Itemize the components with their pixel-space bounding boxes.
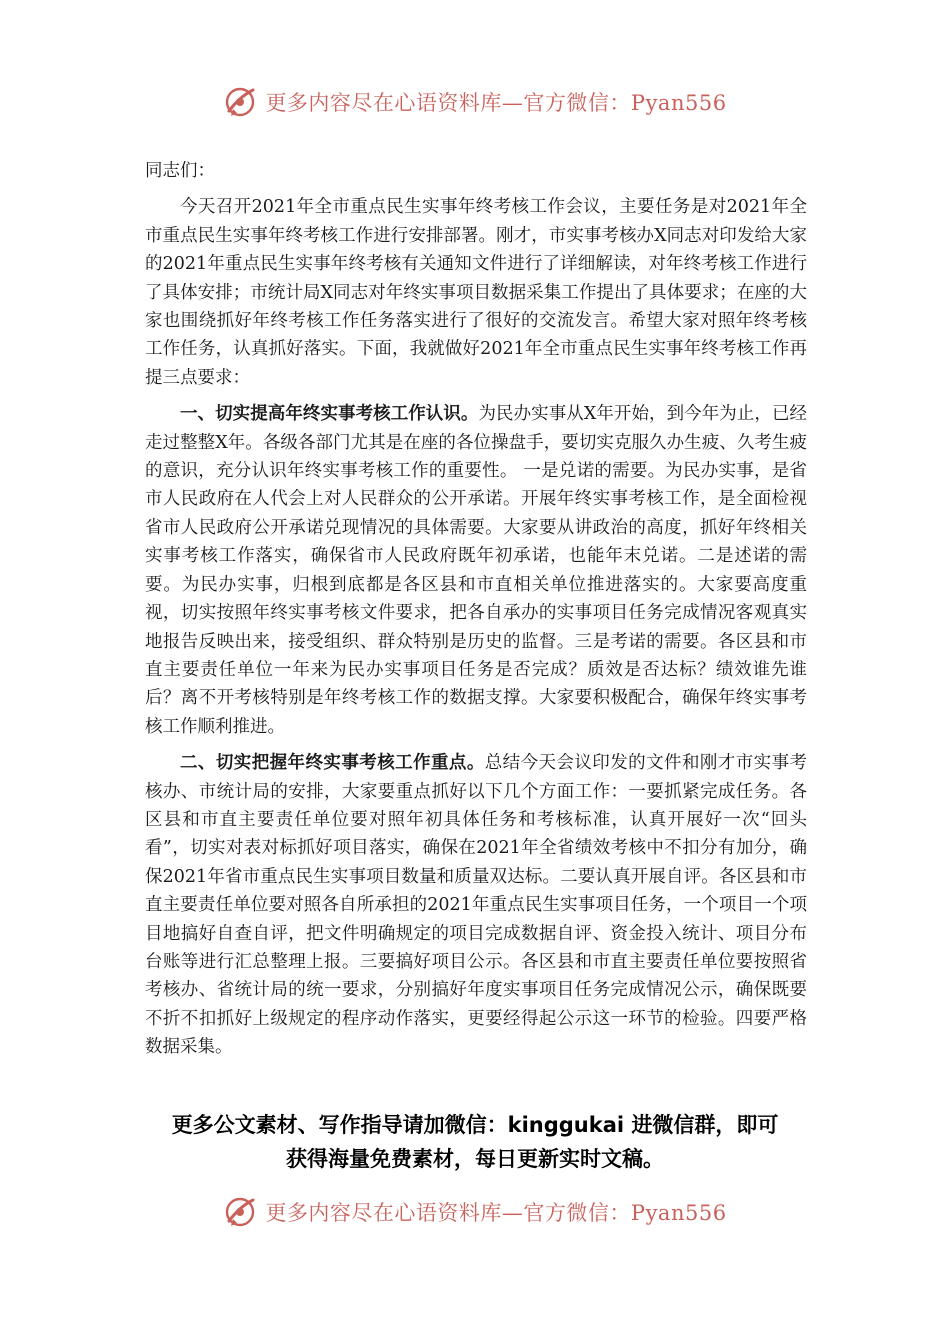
header-banner-text: 更多内容尽在心语资料库—官方微信：Pyan556 <box>265 91 727 115</box>
point-one-text: 为民办实事从X年开始，到今年为止，已经走过整整X年。各级各部门尤其是在座的各位操盘手，要切实克服久办生疲、久考生疲的意识，充分认识年终实事考核工作的重要性。 一是兑诺的需要。为民办实事，是省市人民政府在人代会上对人民群众的公开承诺。开展年终实事考核工作，是全面检视省市人民政府公开承诺兑现情况的具体需要。大家要从讲政治的高度，抓好年终相关实事考核工作落实，确保省市人民政府既年初承诺，也能年末兑诺。二是述诺的需要。为民办实事，归根到底都是各区县和市直相关单位推进落实的。大家要高度重视，切实按照年终实事考核文件要求，把各自承办的实事项目任务完成情况客观真实地报告反映出来，接受组织、群众特别是历史的监督。三是考诺的需要。各区县和市直主要责任单位一年来为民办实事项目任务是否完成？质效是否达标？绩效谁先谁后？离不开考核特别是年终考核工作的数据支撑。大家要积极配合，确保年终实事考核工作顺利推进。 <box>145 404 808 737</box>
paragraph-point-two <box>145 749 807 1061</box>
point-two-heading: 二、切实把握年终实事考核工作重点。 <box>180 753 485 774</box>
paragraph-intro <box>145 193 807 392</box>
promo-line-2: 获得海量免费素材，每日更新实时文稿。 <box>286 1147 664 1171</box>
paragraph-intro-text: 今天召开2021年全市重点民生实事年终考核工作会议，主要任务是对2021年全市重点民生实事年终考核工作进行安排部署。刚才，市实事考核办X同志对印发给大家的2021年重点民生实事年终考核有关通知文件进行了详细解读，对年终考核工作进行了具体安排；市统计局X同志对年终实事项目数据采集工作提出了具体要求；在座的大家也围绕抓好年终考核工作任务落实进行了很好的交流发言。希望大家对照年终考核工作任务，认真抓好落实。下面，我就做好2021年全市重点民生实事年终考核工作再提三点要求： <box>145 197 807 388</box>
paragraph-point-one <box>145 400 807 741</box>
promo-line-1: 更多公文素材、写作指导请加微信：kinggukai 进微信群，即可 <box>171 1113 779 1137</box>
point-one-heading: 一、切实提高年终实事考核工作认识。 <box>180 404 479 425</box>
footer-banner <box>0 1192 950 1232</box>
point-two-text: 总结今天会议印发的文件和刚才市实事考核办、市统计局的安排，大家要重点抓好以下几个方面工作：一要抓紧完成任务。各区县和市直主要责任单位要对照年初具体任务和考核标准，认真开展好一次“回头看”，切实对表对标抓好项目落实，确保在2021年全省绩效考核中不扣分有加分，确保2021年省市重点民生实事项目数量和质量双达标。二要认真开展自评。各区县和市直主要责任单位要对照各自所承担的2021年重点民生实事项目任务，一个项目一个项目地搞好自查自评，把文件明确规定的项目完成数据自评、资金投入统计、项目分布台账等进行汇总整理上报。三要搞好项目公示。各区县和市直主要责任单位要按照省考核办、省统计局的统一要求，分别搞好年度实事项目任务完成情况公示，确保既要不折不扣抓好上级规定的程序动作落实，更要经得起公示这一环节的检验。四要严格数据采集。 <box>145 753 807 1058</box>
footer-banner-text: 更多内容尽在心语资料库—官方微信：Pyan556 <box>265 1201 727 1225</box>
pen-swirl-logo-icon <box>223 1195 257 1229</box>
pen-swirl-logo-icon <box>223 85 257 119</box>
header-banner <box>0 82 950 122</box>
promo-notice <box>110 1108 840 1176</box>
salutation: 同志们： <box>145 161 215 181</box>
document-body <box>145 157 807 1070</box>
